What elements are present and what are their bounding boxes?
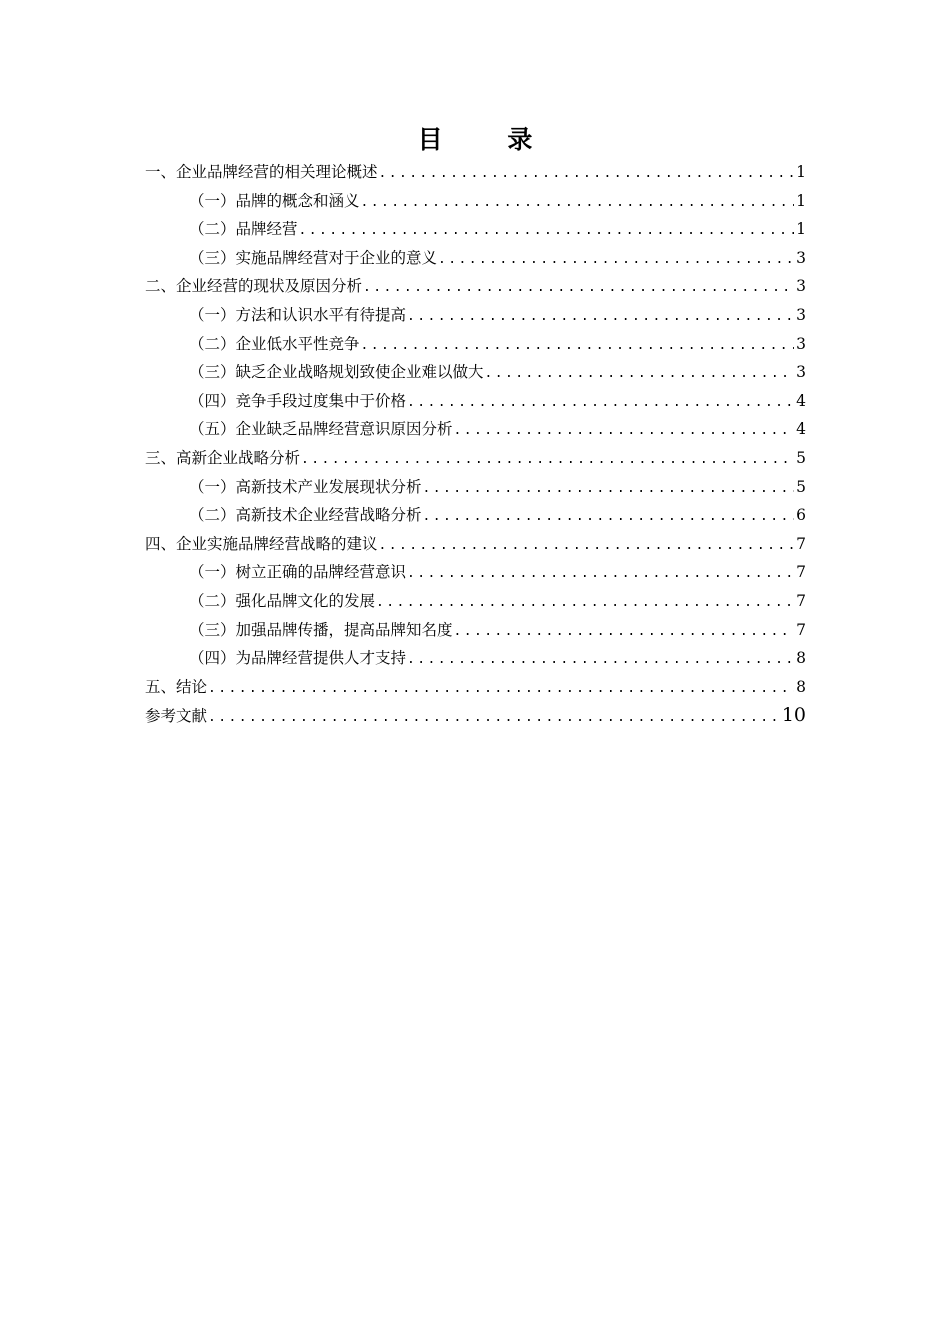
dot-leader xyxy=(454,417,794,446)
toc-entry-label: （二）高新技术企业经营战略分析 xyxy=(189,506,422,525)
toc-entry-label: 二、企业经营的现状及原因分析 xyxy=(145,277,363,296)
toc-entry[interactable] xyxy=(145,444,806,473)
toc-entry-label: 三、高新企业战略分析 xyxy=(145,448,301,467)
dot-leader xyxy=(423,503,794,532)
toc-entry-label: （五）企业缺乏品牌经营意识原因分析 xyxy=(189,420,453,439)
toc-entry-page-number: 3 xyxy=(796,248,806,267)
toc-entry-label: （二）品牌经营 xyxy=(189,220,298,239)
dot-leader xyxy=(208,675,794,704)
toc-entry[interactable] xyxy=(145,301,806,330)
toc-entry-page-number: 1 xyxy=(796,191,806,210)
toc-entry-page-number: 8 xyxy=(796,649,806,668)
dot-leader xyxy=(407,389,794,418)
dot-leader xyxy=(361,189,794,218)
toc-entry-label: （三）实施品牌经营对于企业的意义 xyxy=(189,248,438,267)
dot-leader xyxy=(376,589,794,618)
toc-entry[interactable] xyxy=(145,673,806,702)
dot-leader xyxy=(423,475,794,504)
toc-entry-page-number: 1 xyxy=(796,163,806,181)
toc-entry[interactable] xyxy=(145,415,806,444)
dot-leader xyxy=(361,332,794,361)
toc-entry[interactable] xyxy=(145,558,806,587)
toc-entry-label: （一）高新技术产业发展现状分析 xyxy=(189,477,422,496)
toc-entry-page-number: 6 xyxy=(796,506,806,525)
toc-entry[interactable] xyxy=(145,187,806,216)
toc-entry-page-number: 1 xyxy=(796,220,806,239)
toc-entry[interactable] xyxy=(145,501,806,530)
dot-leader xyxy=(363,274,794,303)
page-title: 目 录 xyxy=(417,125,561,154)
toc-entry[interactable] xyxy=(145,215,806,244)
toc-entry-page-number: 7 xyxy=(796,620,806,639)
toc-entry-label: （二）强化品牌文化的发展 xyxy=(189,591,376,610)
toc-entry[interactable] xyxy=(145,701,806,730)
toc-entry-label: （四）竞争手段过度集中于价格 xyxy=(189,391,407,410)
toc-entry-label: 四、企业实施品牌经营战略的建议 xyxy=(145,534,378,553)
toc-entry[interactable] xyxy=(145,530,806,559)
dot-leader xyxy=(301,446,794,475)
toc-entry-label: （四）为品牌经营提供人才支持 xyxy=(189,649,407,668)
toc-entry-label: （三）缺乏企业战略规划致使企业难以做大 xyxy=(189,363,484,382)
dot-leader xyxy=(379,160,794,189)
toc-entry-page-number: 3 xyxy=(796,334,806,353)
toc-entry-page-number: 3 xyxy=(796,277,806,296)
dot-leader xyxy=(407,303,794,332)
toc-entry-page-number: 4 xyxy=(796,420,806,439)
toc-entry-label: （一）方法和认识水平有待提高 xyxy=(189,305,407,324)
toc-entry[interactable] xyxy=(145,473,806,502)
toc-entry[interactable] xyxy=(145,587,806,616)
dot-leader xyxy=(208,704,780,733)
toc-entry-page-number: 7 xyxy=(796,591,806,610)
toc-entry-page-number: 8 xyxy=(796,677,806,696)
toc-entry-page-number: 7 xyxy=(796,534,806,553)
toc-entry[interactable] xyxy=(145,644,806,673)
toc-entry-label: （三）加强品牌传播，提高品牌知名度 xyxy=(189,620,453,639)
dot-leader xyxy=(454,618,794,647)
toc-entry[interactable] xyxy=(145,616,806,645)
toc-entry[interactable] xyxy=(145,244,806,273)
toc-entry-page-number: 10 xyxy=(781,704,806,727)
toc-entry-page-number: 5 xyxy=(796,448,806,467)
toc-entry-page-number: 3 xyxy=(796,305,806,324)
toc-entry-label: （一）树立正确的品牌经营意识 xyxy=(189,563,407,582)
dot-leader xyxy=(485,360,794,389)
toc-entry-page-number: 3 xyxy=(796,363,806,382)
toc-entry-label: （一）品牌的概念和涵义 xyxy=(189,191,360,210)
toc-entry[interactable] xyxy=(145,330,806,359)
dot-leader xyxy=(438,246,794,275)
toc-entry-label: 一、企业品牌经营的相关理论概述 xyxy=(145,163,378,181)
toc-entry-page-number: 4 xyxy=(796,391,806,410)
toc-entry[interactable] xyxy=(145,358,806,387)
toc-entry-label: 参考文献 xyxy=(145,707,208,726)
dot-leader xyxy=(379,532,794,561)
toc-entry[interactable] xyxy=(145,158,806,187)
toc-entry-page-number: 7 xyxy=(796,563,806,582)
toc-entry[interactable] xyxy=(145,272,806,301)
toc-entry-label: （二）企业低水平性竞争 xyxy=(189,334,360,353)
toc-entry-label: 五、结论 xyxy=(145,677,208,696)
dot-leader xyxy=(407,560,794,589)
table-of-contents xyxy=(145,158,806,730)
toc-entry-page-number: 5 xyxy=(796,477,806,496)
toc-entry[interactable] xyxy=(145,387,806,416)
dot-leader xyxy=(407,646,794,675)
dot-leader xyxy=(299,217,794,246)
